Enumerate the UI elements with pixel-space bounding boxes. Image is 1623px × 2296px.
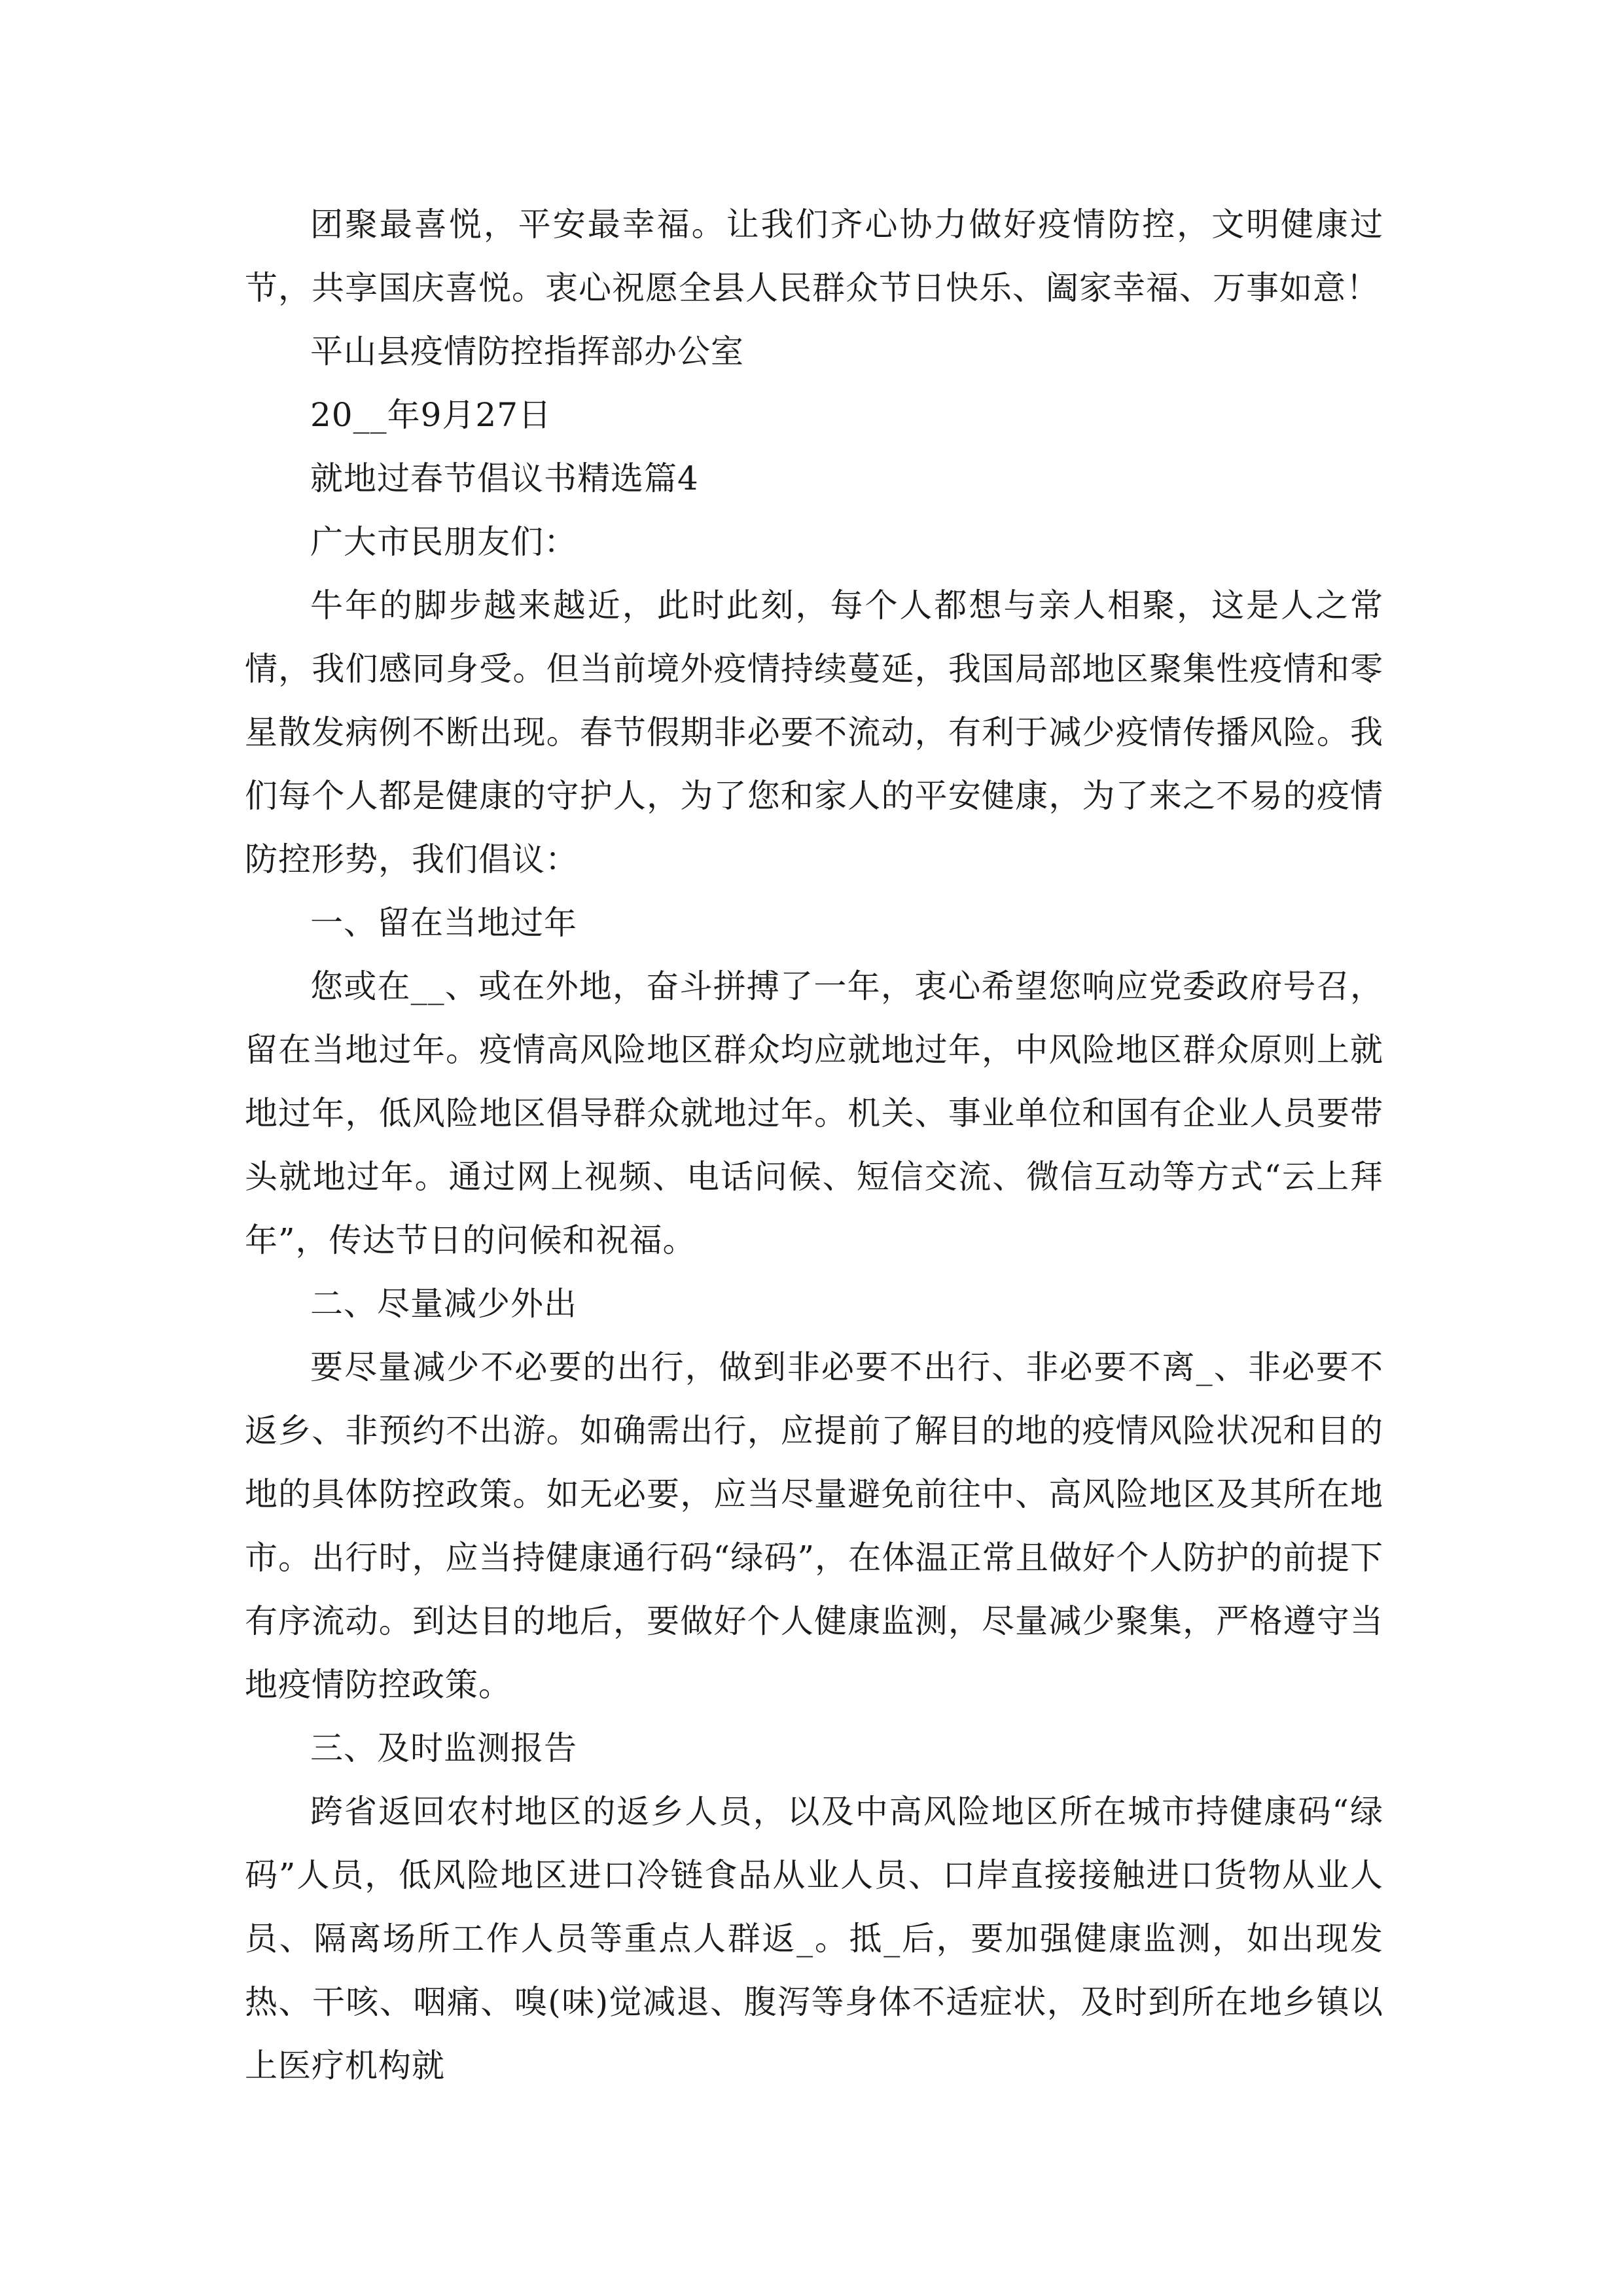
heading-3: 三、及时监测报告 (310, 1729, 577, 1767)
paragraph: 牛年的脚步越来越近，此时此刻，每个人都想与亲人相聚，这是人之常情，我们感同身受。但当前境外疫情持续蔓延，我国局部地区聚集性疫情和零星散发病例不断出现。春节假期非必要不流动，有利于减少疫情传播风险。我们每个人都是健康的守护人，为了您和家人的平安健康，为了来之不易的疫情防控形势，我们倡议： (245, 586, 1383, 878)
paragraph: 您或在__、或在外地，奋斗拼搏了一年，衷心希望您响应党委政府号召，留在当地过年。疫情高风险地区群众均应就地过年，中风险地区群众原则上就地过年，低风险地区倡导群众就地过年。机关、事业单位和国有企业人员要带头就地过年。通过网上视频、电话问候、短信交流、微信互动等方式“云上拜年”，传达节日的问候和祝福。 (245, 967, 1383, 1259)
section-title: 就地过春节倡议书精选篇4 (310, 459, 699, 497)
heading-2: 二、尽量减少外出 (310, 1285, 577, 1323)
paragraph: 跨省返回农村地区的返乡人员，以及中高风险地区所在城市持健康码“绿码”人员，低风险地区进口冷链食品从业人员、口岸直接接触进口货物从业人员、隔离场所工作人员等重点人群返_。抵_后，要加强健康监测，如出现发热、干咳、咽痛、嗅(味)觉减退、腹泻等身体不适症状，及时到所在地乡镇以上医疗机构就 (245, 1793, 1383, 2085)
paragraph: 要尽量减少不必要的出行，做到非必要不出行、非必要不离_、非必要不返乡、非预约不出游。如确需出行，应提前了解目的地的疫情风险状况和目的地的具体防控政策。如无必要，应当尽量避免前往中、高风险地区及其所在地市。出行时，应当持健康通行码“绿码”，在体温正常且做好个人防护的前提下有序流动。到达目的地后，要做好个人健康监测，尽量减少聚集，严格遵守当地疫情防控政策。 (245, 1348, 1383, 1704)
heading-1: 一、留在当地过年 (310, 904, 577, 942)
paragraph: 团聚最喜悦，平安最幸福。让我们齐心协力做好疫情防控，文明健康过节，共享国庆喜悦。衷心祝愿全县人民群众节日快乐、阖家幸福、万事如意！ (245, 206, 1383, 307)
document-body (245, 193, 1383, 2098)
salutation: 广大市民朋友们： (310, 523, 577, 561)
signature-date: 20__年9月27日 (310, 396, 552, 434)
signature-organization: 平山县疫情防控指挥部办公室 (310, 332, 744, 370)
